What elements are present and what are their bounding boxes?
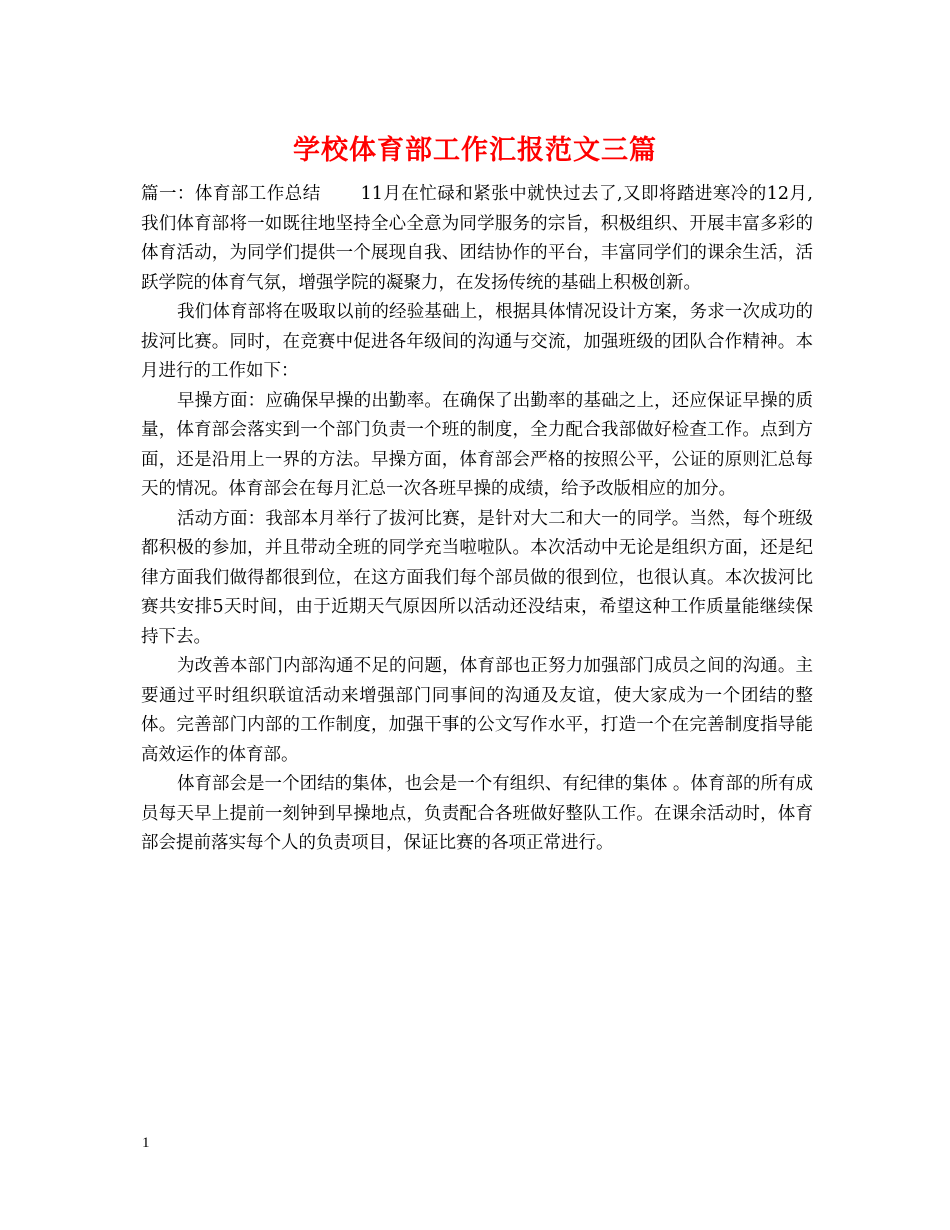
paragraph-5: 为改善本部门内部沟通不足的问题，体育部也正努力加强部门成员之间的沟通。主要通过平时组织联谊活动来增强部门同事间的沟通及友谊，使大家成为一个团结的整体。完善部门内部的工作制度，加强干事的公文写作水平，打造一个在完善制度指导能高效运作的体育部。 — [141, 656, 813, 765]
page-number: 1 — [142, 1135, 150, 1151]
section-label: 篇一：体育部工作总结 — [141, 184, 321, 204]
paragraph-1-text: 11月在忙碌和紧张中就快过去了,又即将踏进寒冷的12月,我们体育部将一如既往地坚持全心全意为同学服务的宗旨，积极组织、开展丰富多彩的体育活动，为同学们提供一个展现自我、团结协作的平台，丰富同学们的课余生活，活跃学院的体育气氛，增强学院的凝聚力，在发扬传统的基础上积极创新。 — [141, 184, 813, 293]
paragraph-1 — [141, 180, 813, 298]
document-body — [141, 180, 813, 859]
paragraph-6: 体育部会是一个团结的集体，也会是一个有组织、有纪律的集体 。体育部的所有成员每天早上提前一刻钟到早操地点，负责配合各班做好整队工作。在课余活动时，体育部会提前落实每个人的负责项目，保证比赛的各项正常进行。 — [141, 774, 813, 853]
paragraph-3: 早操方面：应确保早操的出勤率。在确保了出勤率的基础之上，还应保证早操的质量，体育部会落实到一个部门负责一个班的制度，全力配合我部做好检查工作。点到方面，还是沿用上一界的方法。早操方面，体育部会严格的按照公平，公证的原则汇总每天的情况。体育部会在每月汇总一次各班早操的成绩，给予改版相应的加分。 — [141, 390, 813, 499]
paragraph-2: 我们体育部将在吸取以前的经验基础上，根据具体情况设计方案，务求一次成功的拔河比赛。同时，在竞赛中促进各年级间的沟通与交流，加强班级的团队合作精神。本月进行的工作如下： — [141, 302, 813, 381]
paragraph-4: 活动方面：我部本月举行了拔河比赛，是针对大二和大一的同学。当然，每个班级都积极的参加，并且带动全班的同学充当啦啦队。本次活动中无论是组织方面，还是纪律方面我们做得都很到位，在这方面我们每个部员做的很到位，也很认真。本次拔河比赛共安排5天时间，由于近期天气原因所以活动还没结束，希望这种工作质量能继续保持下去。 — [141, 508, 813, 647]
document-title: 学校体育部工作汇报范文三篇 — [293, 135, 657, 166]
